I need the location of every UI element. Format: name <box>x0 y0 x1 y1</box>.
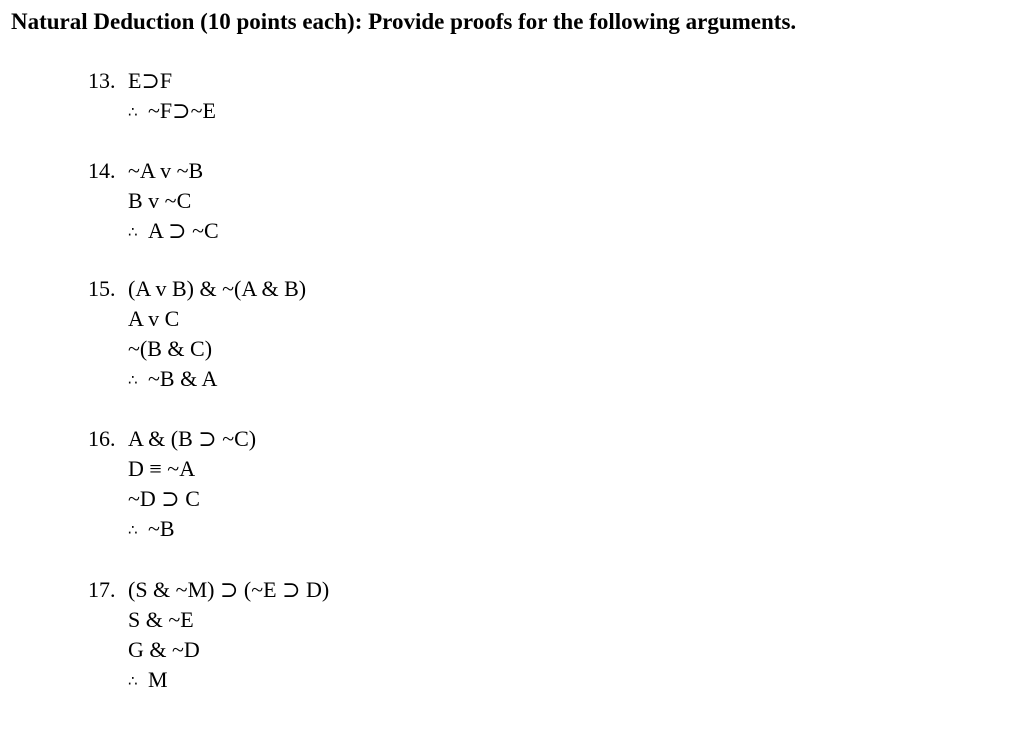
premise-line <box>88 605 329 635</box>
problem-16 <box>88 424 256 544</box>
premise-line <box>88 424 256 454</box>
premise: E⊃F <box>128 68 173 93</box>
problem-number: 17. <box>88 577 116 602</box>
premise: ~(B & C) <box>128 336 213 361</box>
therefore-symbol: ∴ <box>128 521 138 539</box>
premise: S & ~E <box>128 607 194 632</box>
problem-number: 14. <box>88 158 116 183</box>
problem-17 <box>88 575 329 695</box>
premise-line <box>88 334 306 364</box>
page-heading: Natural Deduction (10 points each): Provide proofs for the following arguments. <box>11 9 797 34</box>
problem-number: 13. <box>88 68 116 93</box>
premise-line <box>88 454 256 484</box>
premise: ~A v ~B <box>128 158 204 183</box>
premise: (A v B) & ~(A & B) <box>128 276 307 301</box>
conclusion: ~F⊃~E <box>148 98 216 123</box>
therefore-symbol: ∴ <box>128 672 138 690</box>
premise-line <box>88 66 216 96</box>
therefore-symbol: ∴ <box>128 103 138 121</box>
problem-13 <box>88 66 216 126</box>
premise: A & (B ⊃ ~C) <box>128 426 257 451</box>
conclusion: A ⊃ ~C <box>148 218 219 243</box>
premise: G & ~D <box>128 637 200 662</box>
premise: D ≡ ~A <box>128 456 196 481</box>
therefore-symbol: ∴ <box>128 371 138 389</box>
problem-number: 15. <box>88 276 116 301</box>
conclusion-line <box>88 96 216 126</box>
premise-line <box>88 156 219 186</box>
conclusion: ~B & A <box>148 366 218 391</box>
problem-14 <box>88 156 219 246</box>
premise: (S & ~M) ⊃ (~E ⊃ D) <box>128 577 330 602</box>
premise-line <box>88 575 329 605</box>
problem-number: 16. <box>88 426 116 451</box>
premise-line <box>88 484 256 514</box>
premise-line <box>88 635 329 665</box>
premise-line <box>88 304 306 334</box>
premise: ~D ⊃ C <box>128 486 200 511</box>
problem-15 <box>88 274 306 394</box>
conclusion-line <box>88 364 306 394</box>
premise-line <box>88 274 306 304</box>
conclusion: ~B <box>148 516 175 541</box>
premise: A v C <box>128 306 180 331</box>
therefore-symbol: ∴ <box>128 223 138 241</box>
conclusion-line <box>88 665 329 695</box>
conclusion-line <box>88 216 219 246</box>
premise-line <box>88 186 219 216</box>
conclusion-line <box>88 514 256 544</box>
premise: B v ~C <box>128 188 192 213</box>
conclusion: M <box>148 667 168 692</box>
